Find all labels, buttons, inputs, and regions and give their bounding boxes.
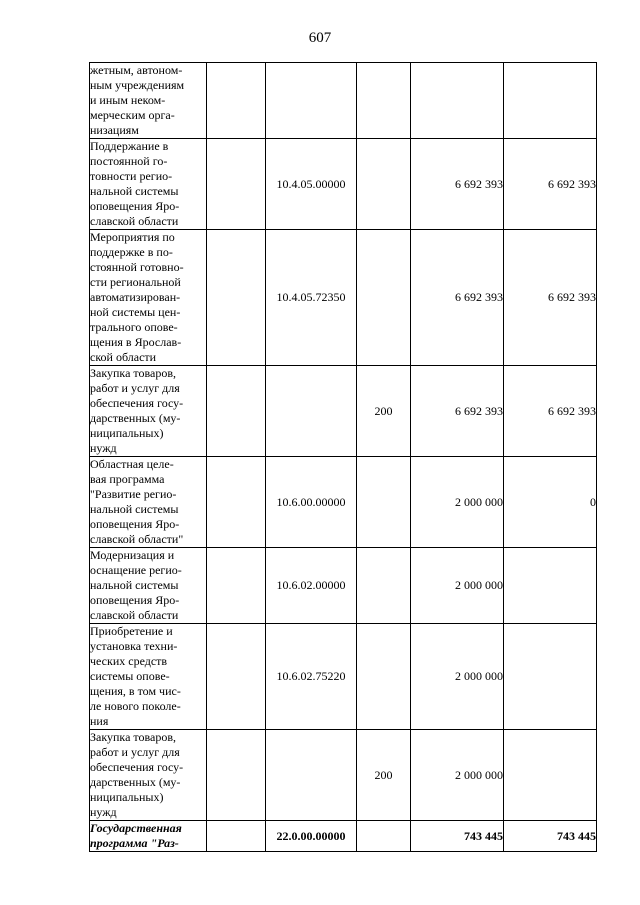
row-amount-2: 6 692 393 xyxy=(504,366,597,457)
budget-table xyxy=(89,62,597,852)
row-name xyxy=(90,139,207,230)
row-name xyxy=(90,230,207,366)
row-name-text: Закупка товаров, работ и услуг для обеспечения госу- дарственных (му- ниципальных) нужд xyxy=(90,730,184,819)
row-amount-1: 2 000 000 xyxy=(411,548,504,624)
row-name-text: Приобретение и установка техни- ческих средств системы опове- щения, в том чис- ле нового поколе- ния xyxy=(90,624,181,728)
row-amount-2: 6 692 393 xyxy=(504,230,597,366)
table-row xyxy=(90,821,597,852)
row-amount-2 xyxy=(504,63,597,139)
row-name-text: Поддержание в постоянной го- товности регио- нальной системы оповещения Яро- славской области xyxy=(90,139,180,228)
row-amount-2: 6 692 393 xyxy=(504,139,597,230)
empty-cell xyxy=(207,730,266,821)
empty-cell xyxy=(207,139,266,230)
empty-cell xyxy=(207,821,266,852)
page-number: 607 xyxy=(308,30,332,46)
row-amount-2: 743 445 xyxy=(504,821,597,852)
row-name xyxy=(90,366,207,457)
row-amount-1: 6 692 393 xyxy=(411,366,504,457)
empty-cell xyxy=(207,230,266,366)
row-name xyxy=(90,821,207,852)
row-code: 22.0.00.00000 xyxy=(266,821,357,852)
row-name-text: Областная целе- вая программа "Развитие регио- нальной системы оповещения Яро- славской области" xyxy=(90,457,184,546)
table-row xyxy=(90,139,597,230)
table-row xyxy=(90,366,597,457)
row-name xyxy=(90,624,207,730)
empty-cell xyxy=(207,624,266,730)
row-expense-type: 200 xyxy=(357,730,411,821)
row-expense-type xyxy=(357,230,411,366)
row-name xyxy=(90,457,207,548)
table-row xyxy=(90,230,597,366)
row-expense-type xyxy=(357,457,411,548)
row-name-text: Закупка товаров, работ и услуг для обеспечения госу- дарственных (му- ниципальных) нужд xyxy=(90,366,184,455)
row-expense-type xyxy=(357,139,411,230)
row-amount-2 xyxy=(504,730,597,821)
row-amount-1: 2 000 000 xyxy=(411,624,504,730)
row-name-text: жетным, автоном- ным учреждениям и иным неком- мерческим орга- низациям xyxy=(90,63,185,137)
empty-cell xyxy=(207,548,266,624)
row-amount-1 xyxy=(411,63,504,139)
row-amount-2 xyxy=(504,624,597,730)
row-name xyxy=(90,548,207,624)
row-amount-1: 743 445 xyxy=(411,821,504,852)
table-row xyxy=(90,457,597,548)
row-code xyxy=(266,63,357,139)
row-amount-1: 2 000 000 xyxy=(411,457,504,548)
row-expense-type xyxy=(357,63,411,139)
row-expense-type xyxy=(357,821,411,852)
row-expense-type xyxy=(357,624,411,730)
row-amount-1: 2 000 000 xyxy=(411,730,504,821)
empty-cell xyxy=(207,457,266,548)
row-name-text: Модернизация и оснащение регио- нальной системы оповещения Яро- славской области xyxy=(90,548,182,622)
table-row xyxy=(90,548,597,624)
row-code: 10.6.00.00000 xyxy=(266,457,357,548)
row-name xyxy=(90,63,207,139)
table-row xyxy=(90,624,597,730)
table-row xyxy=(90,63,597,139)
row-amount-1: 6 692 393 xyxy=(411,230,504,366)
row-name xyxy=(90,730,207,821)
row-code: 10.4.05.00000 xyxy=(266,139,357,230)
empty-cell xyxy=(207,63,266,139)
table-row xyxy=(90,730,597,821)
empty-cell xyxy=(207,366,266,457)
row-expense-type xyxy=(357,548,411,624)
row-code: 10.4.05.72350 xyxy=(266,230,357,366)
row-code: 10.6.02.75220 xyxy=(266,624,357,730)
row-amount-2: 0 xyxy=(504,457,597,548)
row-amount-2 xyxy=(504,548,597,624)
row-name-text: Государственная программа "Раз- xyxy=(90,821,182,850)
row-code: 10.6.02.00000 xyxy=(266,548,357,624)
row-amount-1: 6 692 393 xyxy=(411,139,504,230)
row-expense-type: 200 xyxy=(357,366,411,457)
row-code xyxy=(266,730,357,821)
row-name-text: Мероприятия по поддержке в по- стоянной готовно- сти региональной автоматизирован- ной системы цен- трального опове- щения в Ярослав- ской области xyxy=(90,230,184,364)
row-code xyxy=(266,366,357,457)
